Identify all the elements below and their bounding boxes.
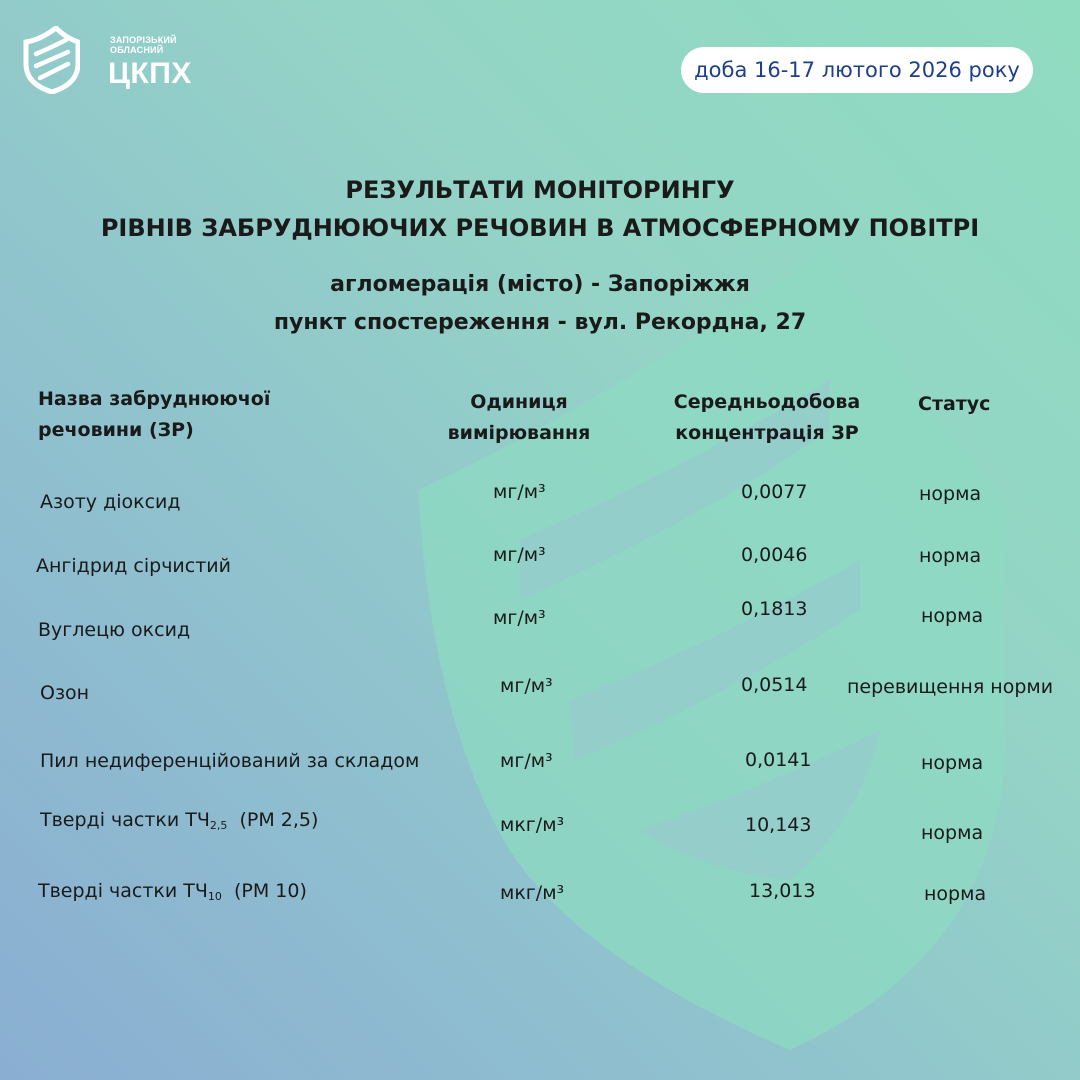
row-2-value: 0,0046	[741, 544, 808, 566]
row-6-status: норма	[921, 822, 984, 844]
row-5-value: 0,0141	[745, 749, 812, 771]
subtitle-station: пункт спостереження - вул. Рекордна, 27	[273, 310, 807, 335]
header-substance-l1: Назва забруднюючої	[38, 388, 271, 410]
date-label: доба 16-17 лютого 2026 року	[694, 58, 1020, 82]
row-1-value: 0,0077	[741, 481, 808, 503]
row-4-unit: мг/м³	[500, 675, 553, 697]
logo-line1: ЗАПОРІЗЬКИЙ	[110, 35, 177, 45]
row-6-name-tail: (PM 2,5)	[239, 809, 319, 831]
row-3-name: Вуглецю оксид	[38, 619, 191, 641]
row-7-name-sub: 10	[207, 890, 222, 903]
row-7-unit: мкг/м³	[500, 882, 565, 904]
row-6-name	[40, 809, 318, 832]
row-2-name: Ангідрид сірчистий	[36, 555, 231, 577]
header-unit-l2: вимірювання	[447, 422, 591, 444]
header-concentration	[662, 387, 872, 449]
row-3-status: норма	[921, 605, 984, 627]
row-6-name-sub: 2,5	[209, 819, 228, 832]
row-4-name: Озон	[40, 682, 90, 704]
logo	[22, 26, 192, 96]
row-4-status: перевищення норми	[847, 676, 1054, 698]
logo-line2: ОБЛАСНИЙ	[110, 45, 164, 55]
row-7-name-main: Тверді частки ТЧ	[38, 880, 208, 902]
header-status: Статус	[918, 393, 991, 415]
date-badge	[681, 47, 1033, 93]
row-1-name: Азоту діоксид	[40, 491, 181, 513]
row-3-value: 0,1813	[741, 598, 808, 620]
header-substance-l2: речовини (ЗР)	[38, 419, 194, 441]
header-substance	[38, 384, 270, 446]
shield-logo-icon	[22, 26, 80, 94]
row-1-unit: мг/м³	[493, 481, 546, 503]
logo-org-text	[110, 35, 177, 55]
row-7-status: норма	[924, 883, 987, 905]
header-concentration-l1: Середньодобова	[673, 391, 861, 413]
row-7-name	[38, 880, 307, 903]
row-5-name: Пил недиференційований за складом	[40, 750, 420, 772]
row-3-unit: мг/м³	[493, 607, 546, 629]
row-7-name-tail: (PM 10)	[233, 880, 307, 902]
header-unit-l1: Одиниця	[470, 391, 568, 413]
row-6-name-main: Тверді частки ТЧ	[40, 809, 210, 831]
row-1-status: норма	[919, 483, 982, 505]
row-4-value: 0,0514	[741, 674, 808, 696]
page-title-line1: РЕЗУЛЬТАТИ МОНІТОРИНГУ	[345, 176, 735, 204]
row-5-status: норма	[921, 752, 984, 774]
header-concentration-l2: концентрація ЗР	[675, 422, 859, 444]
row-2-unit: мг/м³	[493, 544, 546, 566]
row-7-value: 13,013	[749, 880, 816, 902]
row-5-unit: мг/м³	[500, 750, 553, 772]
subtitle-city: агломерація (місто) - Запоріжжя	[330, 272, 750, 297]
row-6-unit: мкг/м³	[500, 814, 565, 836]
page-title-line2: РІВНІВ ЗАБРУДНЮЮЧИХ РЕЧОВИН В АТМОСФЕРНОМУ ПОВІТРІ	[100, 214, 980, 242]
logo-abbr: ЦКПХ	[108, 57, 192, 90]
row-2-status: норма	[919, 545, 982, 567]
header-unit	[440, 387, 598, 449]
row-6-value: 10,143	[745, 814, 812, 836]
